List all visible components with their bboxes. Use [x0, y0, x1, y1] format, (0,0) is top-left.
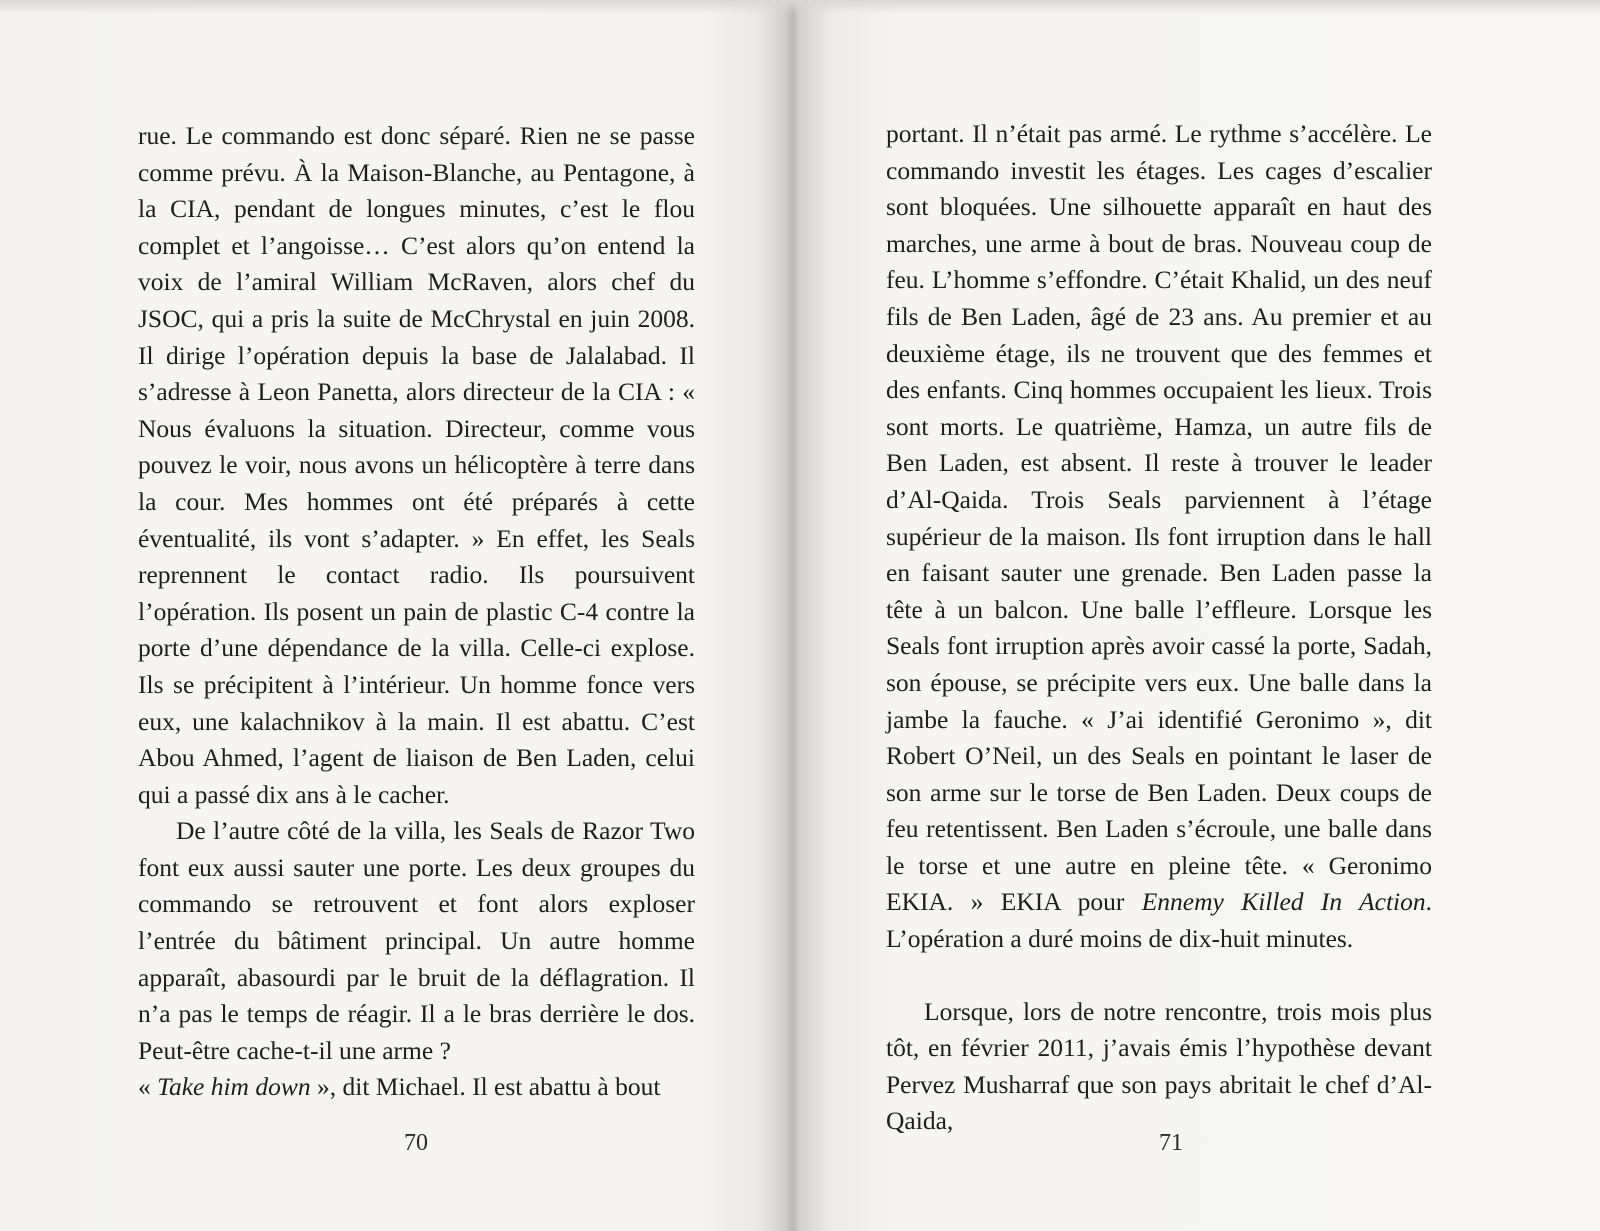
italic-quote: Take him down	[157, 1072, 311, 1102]
left-paragraph-2: De l’autre côté de la villa, les Seals de Razor Two font eux aussi sauter une porte. Les deux groupes du commando se retrouvent et font alors exploser l’entrée du bâtiment principal. Un autre homme apparaît, abasourdi par le bruit de la déflagration. Il n’a pas le temps de réagir. Il a le bras derrière le dos. Peut-être cache-t-il une arme ?	[138, 816, 695, 1065]
italic-ekia: Ennemy Killed In Action	[1141, 887, 1426, 917]
open-quote: «	[138, 1072, 158, 1102]
right-paragraph-1-start: portant. Il n’était pas armé. Le rythme s’accélère. Le commando investit les étages. Les cages d’escalier sont bloquées. Une silhouette apparaît en haut des marches, une arme à bout de bras. Nouveau coup de feu. L’homme s’effondre. C’était Khalid, un des neuf fils de Ben Laden, âgé de 23 ans. Au premier et au deuxième étage, ils ne trouvent que des femmes et des enfants. Cinq hommes occupaient les lieux. Trois sont morts. Le quatrième, Hamza, un autre fils de Ben Laden, est absent. Il reste à trouver le leader d’Al-Qaida. Trois Seals parviennent à l’étage supérieur de la maison. Ils font irruption dans le hall en faisant sauter une grenade. Ben Laden passe la tête à un balcon. Une balle l’effleure. Lorsque les Seals font irruption après avoir cassé la porte, Sadah, son épouse, se précipite vers eux. Une balle dans la jambe la fauche. « J’ai identifié Geronimo », dit Robert O’Neil, un des Seals en pointant le laser de son arme sur le torse de Ben Laden. Deux coups de feu retentissent. Ben Laden s’écroule, une balle dans le torse et une autre en pleine tête. « Geronimo EKIA. » EKIA pour	[886, 119, 1432, 917]
left-page-text	[138, 118, 695, 1106]
right-page	[795, 0, 1600, 1231]
page-number-left: 70	[404, 1130, 428, 1156]
right-paragraph-1	[886, 116, 1432, 958]
right-page-text	[886, 116, 1432, 1140]
right-paragraph-1-end: . L’opération a duré moins de dix-huit minutes.	[886, 887, 1432, 954]
left-page	[0, 0, 790, 1231]
section-gap	[886, 958, 1432, 994]
left-paragraph-1: rue. Le commando est donc séparé. Rien ne se passe comme prévu. À la Maison-Blanche, au Pentagone, à la CIA, pendant de longues minutes, c’est le flou complet et l’angoisse… C’est alors qu’on entend la voix de l’amiral William McRaven, alors chef du JSOC, qui a pris la suite de McChrystal en juin 2008. Il dirige l’opération depuis la base de Jalalabad. Il s’adresse à Leon Panetta, alors directeur de la CIA : « Nous évaluons la situation. Directeur, comme vous pouvez le voir, nous avons un hélicoptère à terre dans la cour. Mes hommes ont été préparés à cette éventualité, ils vont s’adapter. » En effet, les Seals reprennent le contact radio. Ils poursuivent l’opération. Ils posent un pain de plastic C-4 contre la porte d’une dépendance de la villa. Celle-ci explose. Ils se précipitent à l’intérieur. Un homme fonce vers eux, une kalachnikov à la main. Il est abattu. C’est Abou Ahmed, l’agent de liaison de Ben Laden, celui qui a passé dix ans à le cacher.	[138, 121, 695, 809]
right-paragraph-2: Lorsque, lors de notre rencontre, trois mois plus tôt, en février 2011, j’avais émis l’hypothèse devant Pervez Musharraf que son pays abritait le chef d’Al-Qaida,	[886, 996, 1432, 1136]
left-paragraph-3	[138, 1069, 695, 1106]
page-number-right: 71	[1159, 1130, 1183, 1156]
paragraph-3-rest: », dit Michael. Il est abattu à bout	[310, 1072, 661, 1102]
